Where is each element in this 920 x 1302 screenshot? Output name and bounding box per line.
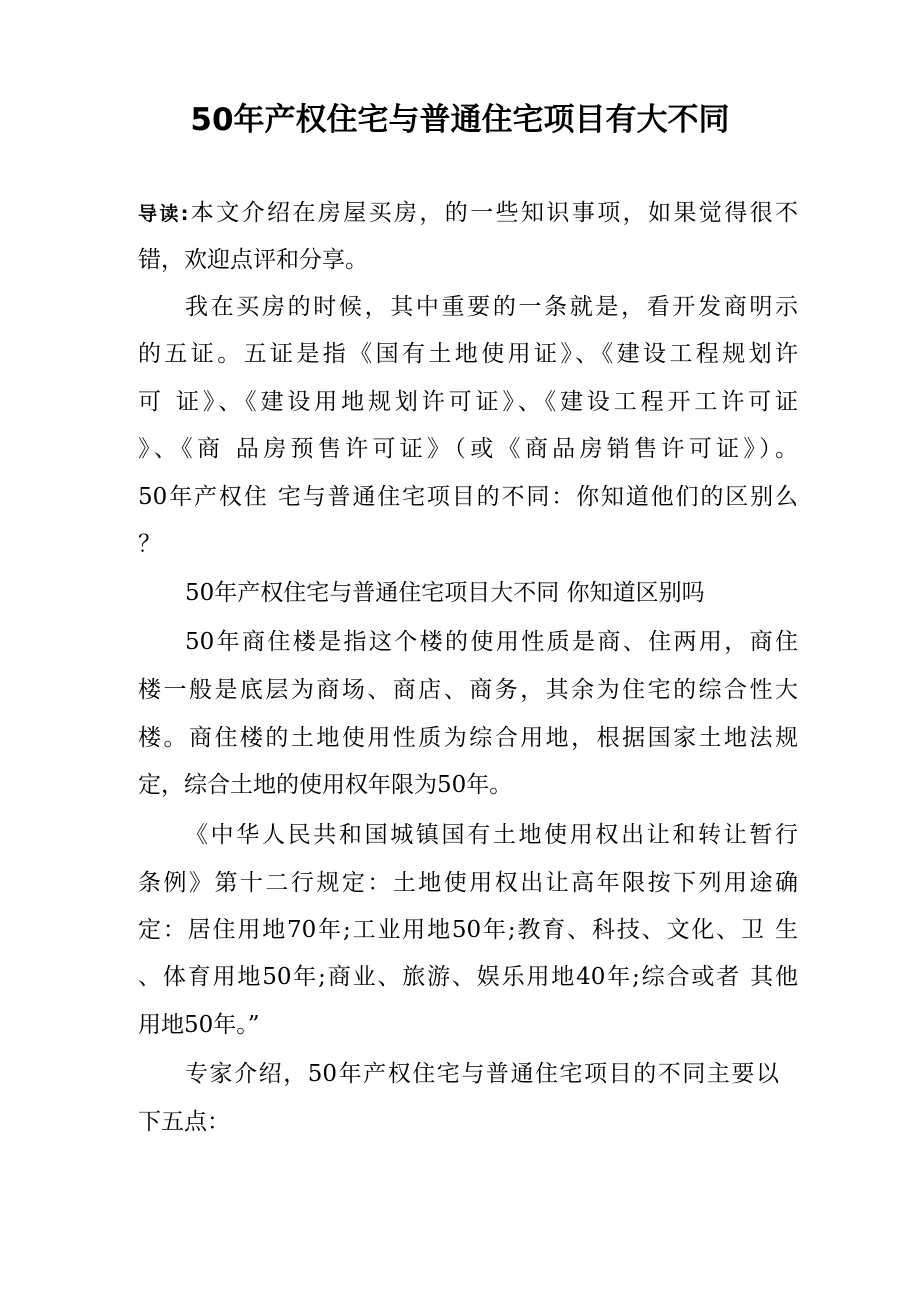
para2-line-1: 50年产权住宅与普通住宅项目大不同 你知道区别吗 [185, 580, 705, 606]
para1-line-1: 我在买房的时候，其中重要的一条就是，看开发商明示 [185, 294, 798, 320]
para1-line-6: ？ [138, 531, 161, 557]
para3-line-2: 楼一般是底层为商场、商店、商务，其余为住宅的综合性大 [138, 677, 798, 703]
lead-text-1: 本文介绍在房屋买房，的一些知识事项，如果觉得很不 [188, 200, 798, 226]
para1-line-2: 的五证。五证是指《国有土地使用证》、《建设工程规划许 [138, 341, 798, 367]
para5-line-1: 专家介绍，50年产权住宅与普通住宅项目的不同主要以 [185, 1061, 779, 1087]
para5-line-2: 下五点： [138, 1109, 230, 1135]
lead-line-1 [138, 196, 798, 231]
para4-line-2: 条例》第十二行规定：土地使用权出让高年限按下列用途确 [138, 870, 798, 896]
para1-line-5: 50年产权住 宅与普通住宅项目的不同：你知道他们的区别么 [138, 484, 798, 510]
para3-line-1: 50年商住楼是指这个楼的使用性质是商、住两用，商住 [185, 629, 798, 655]
para4-line-1: 《中华人民共和国城镇国有土地使用权出让和转让暂行 [185, 822, 798, 848]
para4-line-4: 、体育用地50年;商业、旅游、娱乐用地40年;综合或者 其他 [138, 964, 798, 990]
para3-line-4: 定，综合土地的使用权年限为50年。 [138, 772, 513, 798]
document-title: 50年产权住宅与普通住宅项目有大不同 [190, 102, 730, 138]
para1-line-4: 》、《商 品房预售许可证》（或《商品房销售许可证》）。 [138, 436, 798, 462]
lead-line-2: 错，欢迎点评和分享。 [138, 247, 368, 273]
para4-line-5: 用地50年。” [138, 1012, 260, 1038]
para1-line-3: 可 证》、《建设用地规划许可证》、《建设工程开工许可证 [138, 389, 798, 415]
para3-line-3: 楼。商住楼的土地使用性质为综合用地，根据国家土地法规 [138, 725, 798, 751]
para4-line-3: 定：居住用地70年;工业用地50年;教育、科技、文化、卫 生 [138, 917, 798, 943]
lead-label: 导读: [138, 203, 189, 225]
